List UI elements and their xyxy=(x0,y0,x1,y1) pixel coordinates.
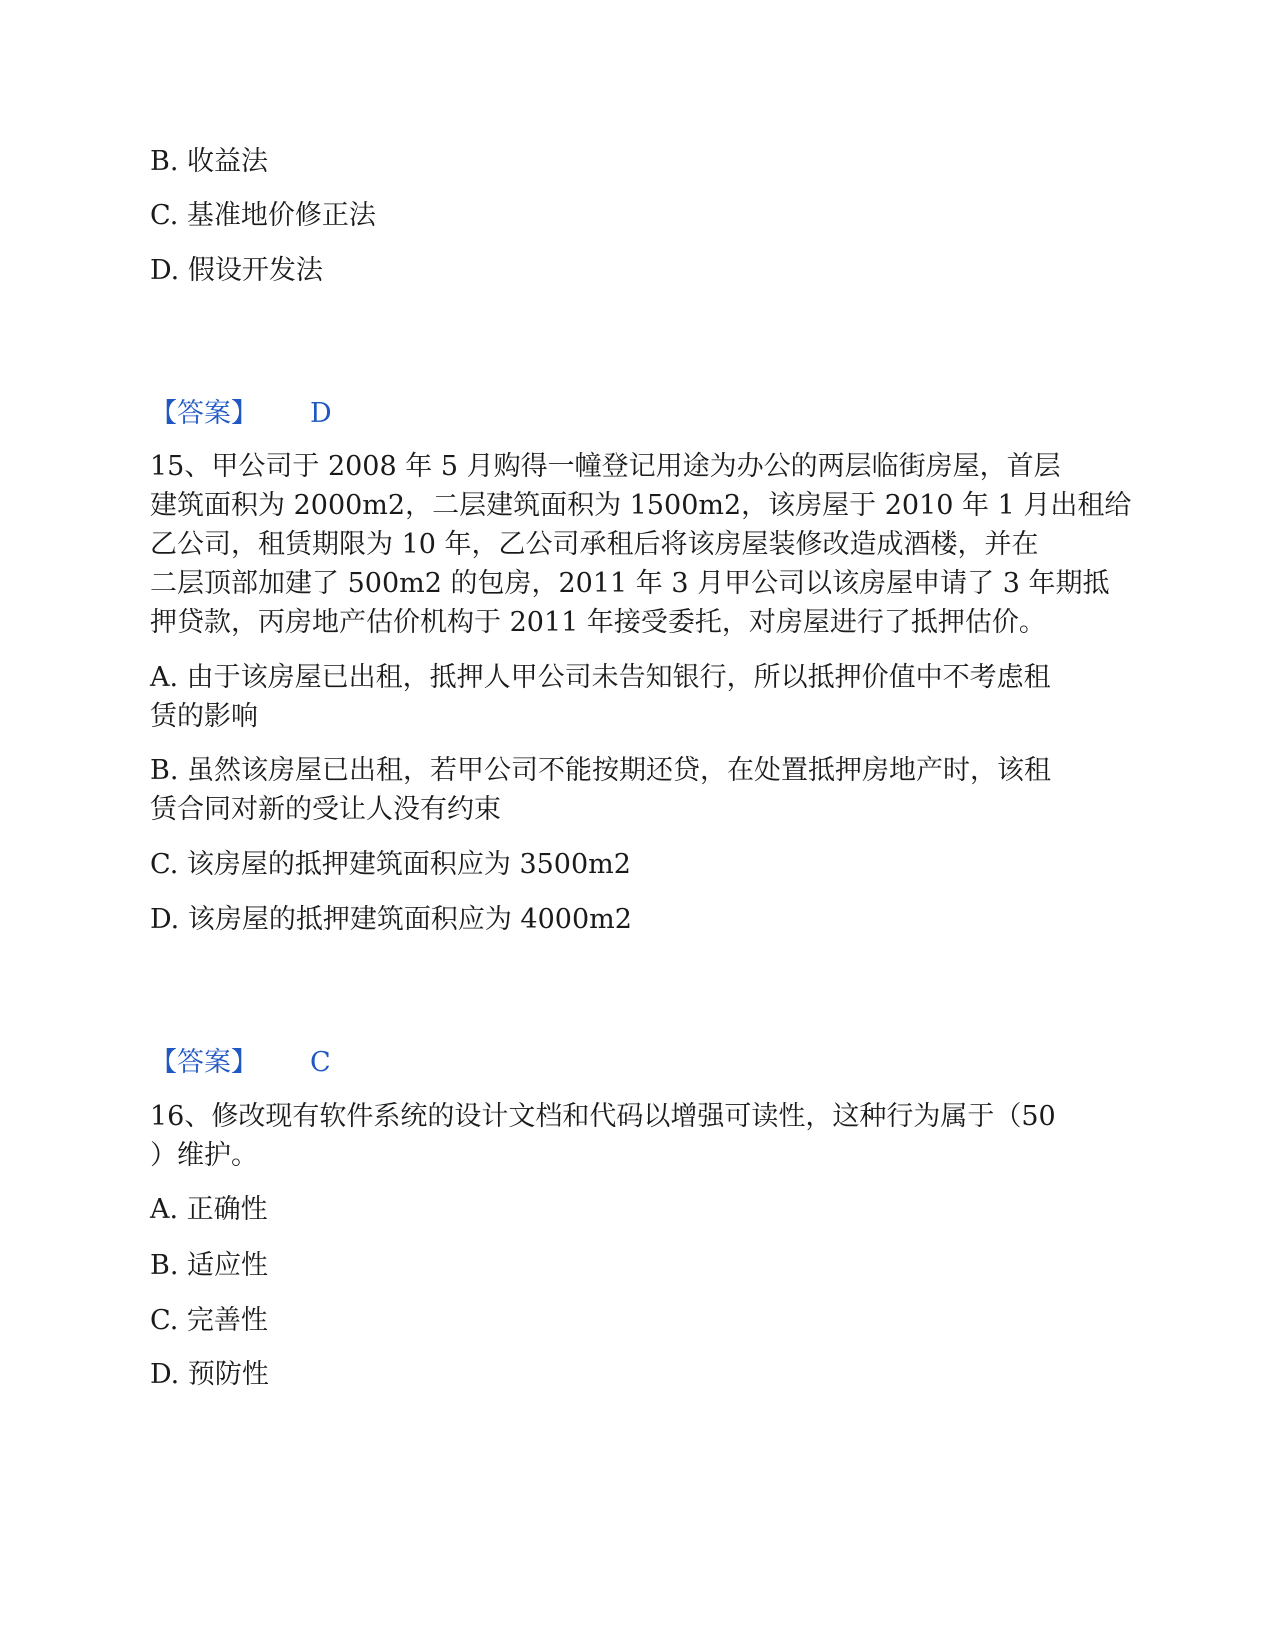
q16-option-b: B. 适应性 xyxy=(150,1250,269,1281)
answer-label: 【答案】 xyxy=(150,398,258,429)
answer-label: 【答案】 xyxy=(150,1047,258,1078)
q15-answer xyxy=(150,1048,331,1078)
q15-option-a: A. 由于该房屋已出租，抵押人甲公司未告知银行，所以抵押价值中不考虑租 xyxy=(150,662,1051,693)
q15-stem-line: 15、甲公司于 2008 年 5 月购得一幢登记用途为办公的两层临街房屋，首层 xyxy=(150,451,1061,482)
q16-option-d: D. 预防性 xyxy=(150,1359,269,1390)
q16-stem-line: ）维护。 xyxy=(150,1140,258,1171)
answer-value: C xyxy=(310,1047,331,1078)
q15-stem-line: 二层顶部加建了 500m2 的包房，2011 年 3 月甲公司以该房屋申请了 3 年期抵 xyxy=(150,568,1110,599)
q16-option-c: C. 完善性 xyxy=(150,1305,268,1336)
q15-option-b-cont: 赁合同对新的受让人没有约束 xyxy=(150,794,501,825)
q15-option-b: B. 虽然该房屋已出租，若甲公司不能按期还贷，在处置抵押房地产时，该租 xyxy=(150,755,1052,786)
answer-value: D xyxy=(310,398,332,429)
q15-stem-line: 建筑面积为 2000m2，二层建筑面积为 1500m2，该房屋于 2010 年 1 月出租给 xyxy=(150,490,1132,521)
q14-option-c: C. 基准地价修正法 xyxy=(150,200,376,231)
q14-option-b: B. 收益法 xyxy=(150,146,269,177)
q16-stem-line: 16、修改现有软件系统的设计文档和代码以增强可读性，这种行为属于（50 xyxy=(150,1101,1056,1132)
q15-stem-line: 押贷款，丙房地产估价机构于 2011 年接受委托，对房屋进行了抵押估价。 xyxy=(150,607,1046,638)
q15-option-a-cont: 赁的影响 xyxy=(150,701,258,732)
q15-stem-line: 乙公司，租赁期限为 10 年，乙公司承租后将该房屋装修改造成酒楼，并在 xyxy=(150,529,1039,560)
q15-option-d: D. 该房屋的抵押建筑面积应为 4000m2 xyxy=(150,904,632,935)
q16-option-a: A. 正确性 xyxy=(150,1194,268,1225)
q15-option-c: C. 该房屋的抵押建筑面积应为 3500m2 xyxy=(150,849,631,880)
q14-option-d: D. 假设开发法 xyxy=(150,255,323,286)
q14-answer xyxy=(150,399,332,429)
